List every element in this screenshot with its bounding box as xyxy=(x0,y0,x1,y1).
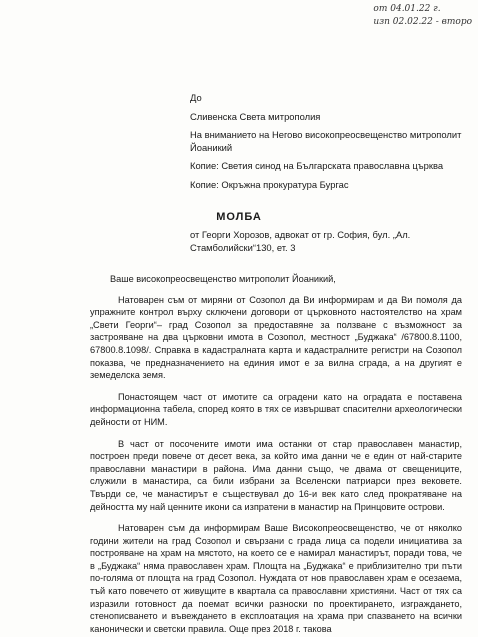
document-title: МОЛБА xyxy=(216,211,262,223)
handwritten-line-2: изп 02.02.22 - второ xyxy=(373,17,472,27)
addressee-copy-prosecution: Копие: Окръжна прокуратура Бургас xyxy=(190,178,349,190)
handwritten-registration-note xyxy=(373,3,472,29)
body-paragraph-2: Понастоящем част от имотите са оградени като на оградата е поставена информационна табела, според която в тях се извършват спасителни археологически дейности от НИМ. xyxy=(90,391,462,427)
body-paragraph-4: Натоварен съм да информирам Ваше Високопреосвещенство, че от няколко години жители на град Созопол и свързани с града лица са подели инициатива за построяване на храм на мястото, на което се е намирал манастирът, поради това, че в „Буджака“ няма православен храм. Площта на „Буджака“ е приблизително три пъти по-голяма от площта на град Созопол. Нуждата от нов православен храм е осезаема, тъй като повечето от живущите в квартала са православни християни. Част от тях са изразили готовност да поемат всички разноски по проектирането, изграждането, стенописването и въвеждането в експлоатация на храма при спазването на всички канонически и светски правила. Още през 2018 г. такова xyxy=(90,523,462,634)
greeting: Ваше високопреосвещенство митрополит Йоаникий, xyxy=(110,274,336,284)
body-paragraph-3: В част от посочените имоти има останки от стар православен манастир, построен преди повече от десет века, за който има данни че е един от най-старите православни манастири в района. Има данни също, че двама от свещениците, служили в манастира, са били избрани за Вселенски патриарси през вековете. Твърди се, че манастирът е съществувал до 16-и век като след прократяване на дейността му най ценните икони са изпратени в манастир на Принцовите острови. xyxy=(90,438,462,512)
addressee-recipient: Сливенска Света митрополия xyxy=(190,110,321,122)
addressee-attention: На вниманието на Негово високопреосвещенство митрополит Йоаникий xyxy=(190,129,462,153)
addressee-copy-synod: Копие: Светия синод на Българската православна църква xyxy=(190,160,444,171)
sender-line: от Георги Хорозов, адвокат от гр. София, бул. „Ал. Стамболийски“130, ет. 3 xyxy=(190,229,411,253)
addressee-to: До xyxy=(190,92,202,103)
addressee-block xyxy=(190,92,470,197)
handwritten-line-1: от 04.01.22 г. xyxy=(373,4,441,14)
body-paragraph-1: Натоварен съм от миряни от Созопол да Ви информирам и да Ви помоля да упражните контрол върху сключени договори от църковното настоятелство на храм „Свети Георги“– град Созопол за предоставяне за ползване с възможност за застрояване на два църковни имота в Созопол, местност „Буджака“ /67800.8.1100, 67800.8.1098/. Справка в кадастралната карта и кадастралните регистри на Созопол показва, че предназначението на единия имот е за вилна сграда, а на другият е земеделска земя. xyxy=(90,294,462,381)
letter-body xyxy=(90,273,462,644)
